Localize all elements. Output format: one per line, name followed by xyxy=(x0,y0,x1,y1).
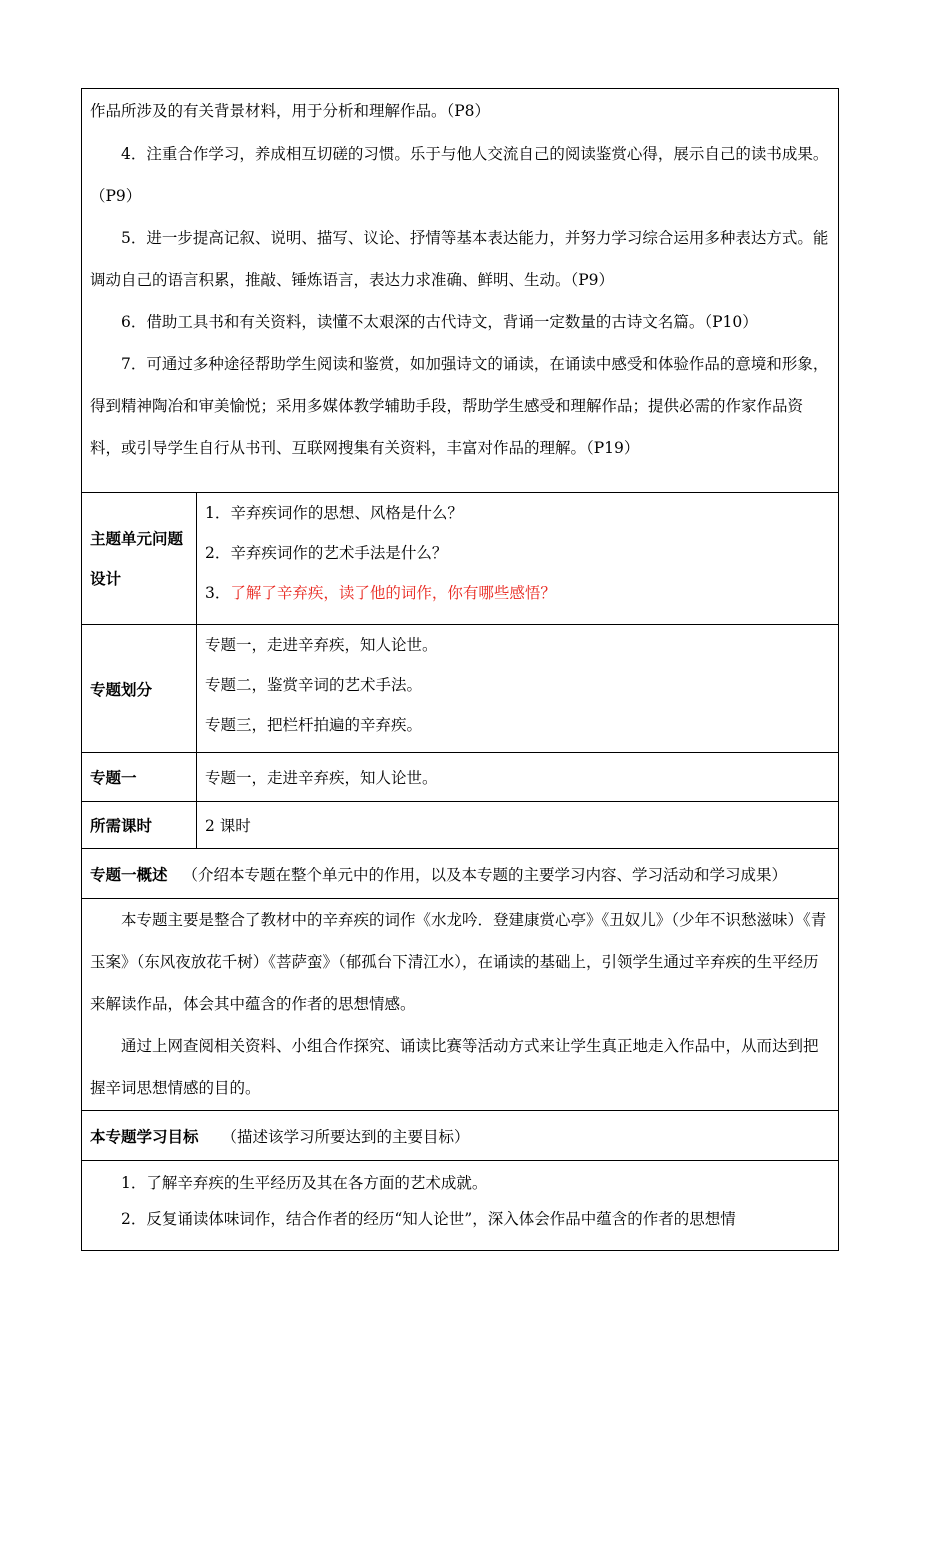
standards-row xyxy=(82,89,839,493)
division-row xyxy=(82,625,839,753)
standards-cell xyxy=(82,89,839,493)
question-item-3 xyxy=(205,573,830,613)
division-label: 专题划分 xyxy=(90,680,153,699)
goals-header-cell xyxy=(82,1111,839,1161)
overview-label: 专题一概述 xyxy=(90,865,168,884)
overview-header-cell xyxy=(82,849,839,899)
overview-para-2: 通过上网查阅相关资料、小组合作探究、诵读比赛等活动方式来让学生真正地走入作品中，从而达到把握辛词思想情感的目的。 xyxy=(90,1037,819,1097)
goals-header-row xyxy=(82,1111,839,1161)
topic1-value: 专题一，走进辛弃疾，知人论世。 xyxy=(205,769,438,787)
standards-para-5: 5．进一步提高记叙、说明、描写、议论、抒情等基本表达能力，并努力学习综合运用多种表达方式。能调动自己的语言积累，推敲、锤炼语言，表达力求准确、鲜明、生动。（P9） xyxy=(90,229,829,289)
goals-body-row xyxy=(82,1161,839,1251)
standards-para-4: 4．注重合作学习，养成相互切磋的习惯。乐于与他人交流自己的阅读鉴赏心得，展示自己的读书成果。（P9） xyxy=(90,145,829,205)
overview-para-1: 本专题主要是整合了教材中的辛弃疾的词作《水龙吟．登建康赏心亭》《丑奴儿》（少年不识愁滋味）《青玉案》（东风夜放花千树）《菩萨蛮》（郁孤台下清江水），在诵读的基础上，引领学生通过辛弃疾的生平经历来解读作品，体会其中蕴含的作者的思想情感。 xyxy=(90,911,827,1013)
standards-para-7: 7．可通过多种途径帮助学生阅读和鉴赏，如加强诗文的诵读，在诵读中感受和体验作品的意境和形象，得到精神陶冶和审美愉悦；采用多媒体教学辅助手段，帮助学生感受和理解作品；提供必需的作家作品资料，或引导学生自行从书刊、互联网搜集有关资料，丰富对作品的理解。（P19） xyxy=(90,355,829,457)
topic1-label-cell xyxy=(82,753,197,802)
questions-label-cell xyxy=(82,493,197,625)
division-content-cell xyxy=(197,625,839,753)
question-item-3-text: 了解了辛弃疾，读了他的词作，你有哪些感悟？ xyxy=(230,584,556,602)
hours-label-cell xyxy=(82,802,197,849)
division-item-3: 专题三，把栏杆拍遍的辛弃疾。 xyxy=(205,716,423,734)
hours-label: 所需课时 xyxy=(90,817,153,835)
hours-value-cell xyxy=(197,802,839,849)
topic1-row xyxy=(82,753,839,802)
goal-item-2: 2．反复诵读体味词作，结合作者的经历“知人论世”，深入体会作品中蕴含的作者的思想情 xyxy=(121,1210,736,1228)
standards-para-6: 6．借助工具书和有关资料，读懂不太艰深的古代诗文，背诵一定数量的古诗文名篇。（P10） xyxy=(121,313,758,331)
question-item-2: 2．辛弃疾词作的艺术手法是什么？ xyxy=(205,544,448,562)
goals-body-cell xyxy=(82,1161,839,1251)
overview-header-row xyxy=(82,849,839,899)
goals-label: 本专题学习目标 xyxy=(90,1127,199,1146)
goals-note: （描述该学习所要达到的主要目标） xyxy=(221,1127,470,1146)
division-item-2: 专题二，鉴赏辛词的艺术手法。 xyxy=(205,676,423,694)
topic1-value-cell xyxy=(197,753,839,802)
hours-row xyxy=(82,802,839,849)
overview-body-row xyxy=(82,899,839,1111)
division-item-1: 专题一，走进辛弃疾，知人论世。 xyxy=(205,636,438,654)
questions-label: 主题单元问题设计 xyxy=(90,529,184,588)
hours-value: 2 课时 xyxy=(205,817,251,835)
lesson-plan-table xyxy=(81,88,839,1251)
question-item-3-number: 3． xyxy=(205,584,231,602)
question-item-1: 1．辛弃疾词作的思想、风格是什么？ xyxy=(205,504,463,522)
division-label-cell xyxy=(82,625,197,753)
topic1-label: 专题一 xyxy=(90,769,137,787)
overview-body-cell xyxy=(82,899,839,1111)
lesson-plan-sheet xyxy=(81,88,838,1544)
goal-item-1: 1．了解辛弃疾的生平经历及其在各方面的艺术成就。 xyxy=(121,1174,488,1192)
standards-para-0: 作品所涉及的有关背景材料，用于分析和理解作品。（P8） xyxy=(90,102,491,120)
questions-content-cell xyxy=(197,493,839,625)
questions-row xyxy=(82,493,839,625)
overview-note: （介绍本专题在整个单元中的作用，以及本专题的主要学习内容、学习活动和学习成果） xyxy=(182,865,787,884)
